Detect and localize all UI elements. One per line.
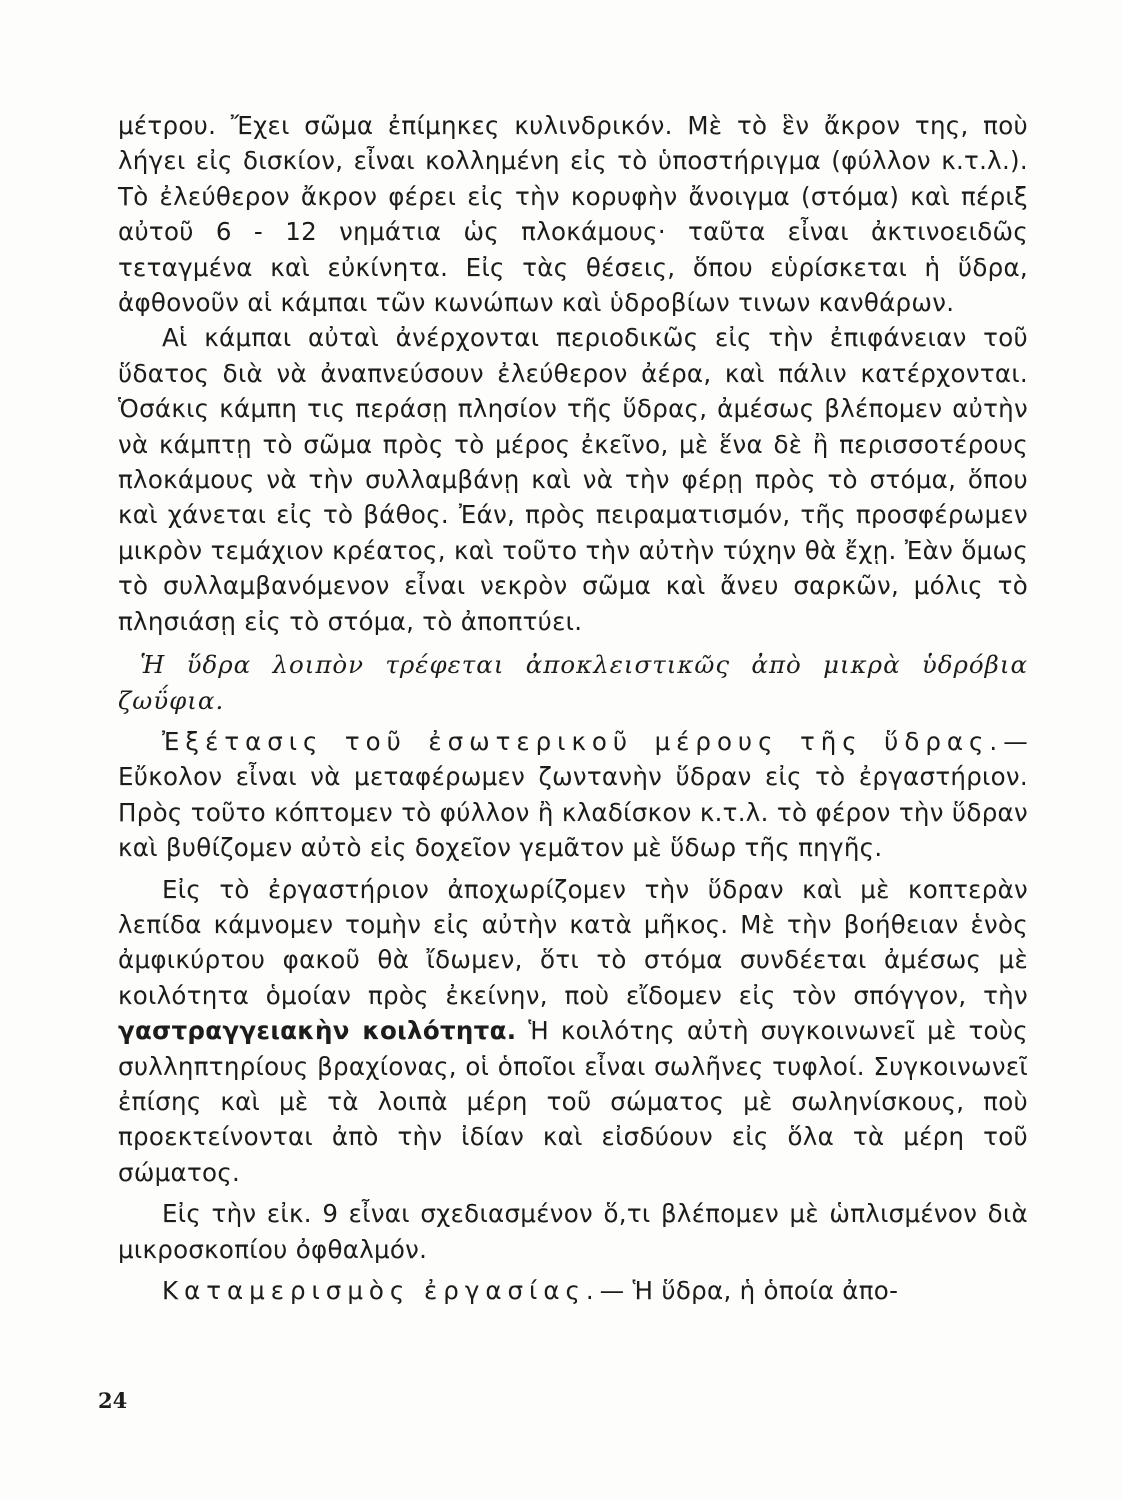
paragraph-4 (118, 724, 1028, 866)
body-text (118, 108, 1028, 1308)
paragraph-7-text: — Ἡ ὕδρα, ἡ ὁποία ἀπο- (599, 1276, 899, 1305)
paragraph-5-text-after: Ἡ κοιλότης αὐτὴ συγκοινωνεῖ μὲ τοὺς συλληπτηρίους βραχίονας, οἱ ὁποῖοι εἶναι σωλῆνες τυφλοί. Συγκοινωνεῖ ἐπίσης καὶ μὲ τὰ λοιπὰ μέρη τοῦ σώματος μὲ σωληνίσκους, ποὺ προεκτείνονται ἀπὸ τὴν ἰδίαν καὶ εἰσδύουν εἰς ὅλα τὰ μέρη τοῦ σώματος. (118, 1016, 1028, 1187)
paragraph-7 (118, 1273, 1028, 1308)
section-heading-division-of-labor: Καταμερισμὸς ἐργασίας. (162, 1276, 600, 1305)
paragraph-5-text-before: Εἰς τὸ ἐργαστήριον ἀποχωρίζομεν τὴν ὕδραν καὶ μὲ κοπτερὰν λεπίδα κάμνομεν τομὴν εἰς αὐτὴν κατὰ μῆκος. Μὲ τὴν βοήθειαν ἑνὸς ἀμφικύρτου φακοῦ θὰ ἴδωμεν, ὅτι τὸ στόμα συνδέεται ἀμέσως μὲ κοιλότητα ὁμοίαν πρὸς ἐκείνην, ποὺ εἴδομεν εἰς τὸν σπόγγον, τὴν (118, 874, 1028, 1010)
paragraph-5 (118, 872, 1028, 1191)
paragraph-2: Αἱ κάμπαι αὐταὶ ἀνέρχονται περιοδικῶς εἰς τὴν ἐπιφάνειαν τοῦ ὕδατος διὰ νὰ ἀναπνεύσουν ἐλεύθερον ἀέρα, καὶ πάλιν κατέρχονται. Ὁσάκις κάμπη τις περάσῃ πλησίον τῆς ὕδρας, ἀμέσως βλέπομεν αὐτὴν νὰ κάμπτῃ τὸ σῶμα πρὸς τὸ μέρος ἐκεῖνο, μὲ ἕνα δὲ ἢ περισσοτέρους πλοκάμους νὰ τὴν συλλαμβάνῃ καὶ νὰ τὴν φέρῃ πρὸς τὸ στόμα, ὅπου καὶ χάνεται εἰς τὸ βάθος. Ἐάν, πρὸς πειραματισμόν, τῆς προσφέρωμεν μικρὸν τεμάχιον κρέατος, καὶ τοῦτο τὴν αὐτὴν τύχην θὰ ἔχῃ. Ἐὰν ὅμως τὸ συλλαμβανόμενον εἶναι νεκρὸν σῶμα καὶ ἄνευ σαρκῶν, μόλις τὸ πλησιάσῃ εἰς τὸ στόμα, τὸ ἀποπτύει. (118, 323, 1028, 636)
paragraph-1: μέτρου. Ἔχει σῶμα ἐπίμηκες κυλινδρικόν. Μὲ τὸ ἓν ἄκρον της, ποὺ λήγει εἰς δισκίον, εἶναι κολλημένη εἰς τὸ ὑποστήριγμα (φύλλον κ.τ.λ.). Τὸ ἐλεύθερον ἄκρον φέρει εἰς τὴν κορυφὴν ἄνοιγμα (στόμα) καὶ πέριξ αὐτοῦ 6 - 12 νημάτια ὡς πλοκάμους· ταῦτα εἶναι ἀκτινοειδῶς τεταγμένα καὶ εὐκίνητα. Εἰς τὰς θέσεις, ὅπου εὑρίσκεται ἡ ὕδρα, ἀφθονοῦν αἱ κάμπαι τῶν κωνώπων καὶ ὑδροβίων τινων κανθάρων. (118, 111, 1028, 318)
page-number: 24 (98, 1388, 128, 1413)
section-heading-examination: Ἐξέτασις τοῦ ἐσωτερικοῦ μέρους τῆς ὕδρας. (162, 726, 1004, 756)
bold-term-gastrovascular-cavity: γαστραγγειακὴν κοιλότητα. (118, 1016, 517, 1046)
paragraph-3-italic: Ἡ ὕδρα λοιπὸν τρέφεται ἀποκλειστικῶς ἀπὸ μικρὰ ὑδρόβια ζωΰφια. (118, 650, 1028, 715)
paragraph-6: Εἰς τὴν εἰκ. 9 εἶναι σχεδιασμένον ὅ,τι βλέπομεν μὲ ὡπλισμένον διὰ μικροσκοπίου ὀφθαλμόν. (118, 1199, 1028, 1264)
paragraph-4-text: — Εὔκολον εἶναι νὰ μεταφέρωμεν ζωντανὴν ὕδραν εἰς τὸ ἐργαστήριον. Πρὸς τοῦτο κόπτομεν τὸ φύλλον ἢ κλαδίσκον κ.τ.λ. τὸ φέρον τὴν ὕδραν καὶ βυθίζομεν αὐτὸ εἰς δοχεῖον γεμᾶτον μὲ ὕδωρ τῆς πηγῆς. (118, 726, 1028, 863)
